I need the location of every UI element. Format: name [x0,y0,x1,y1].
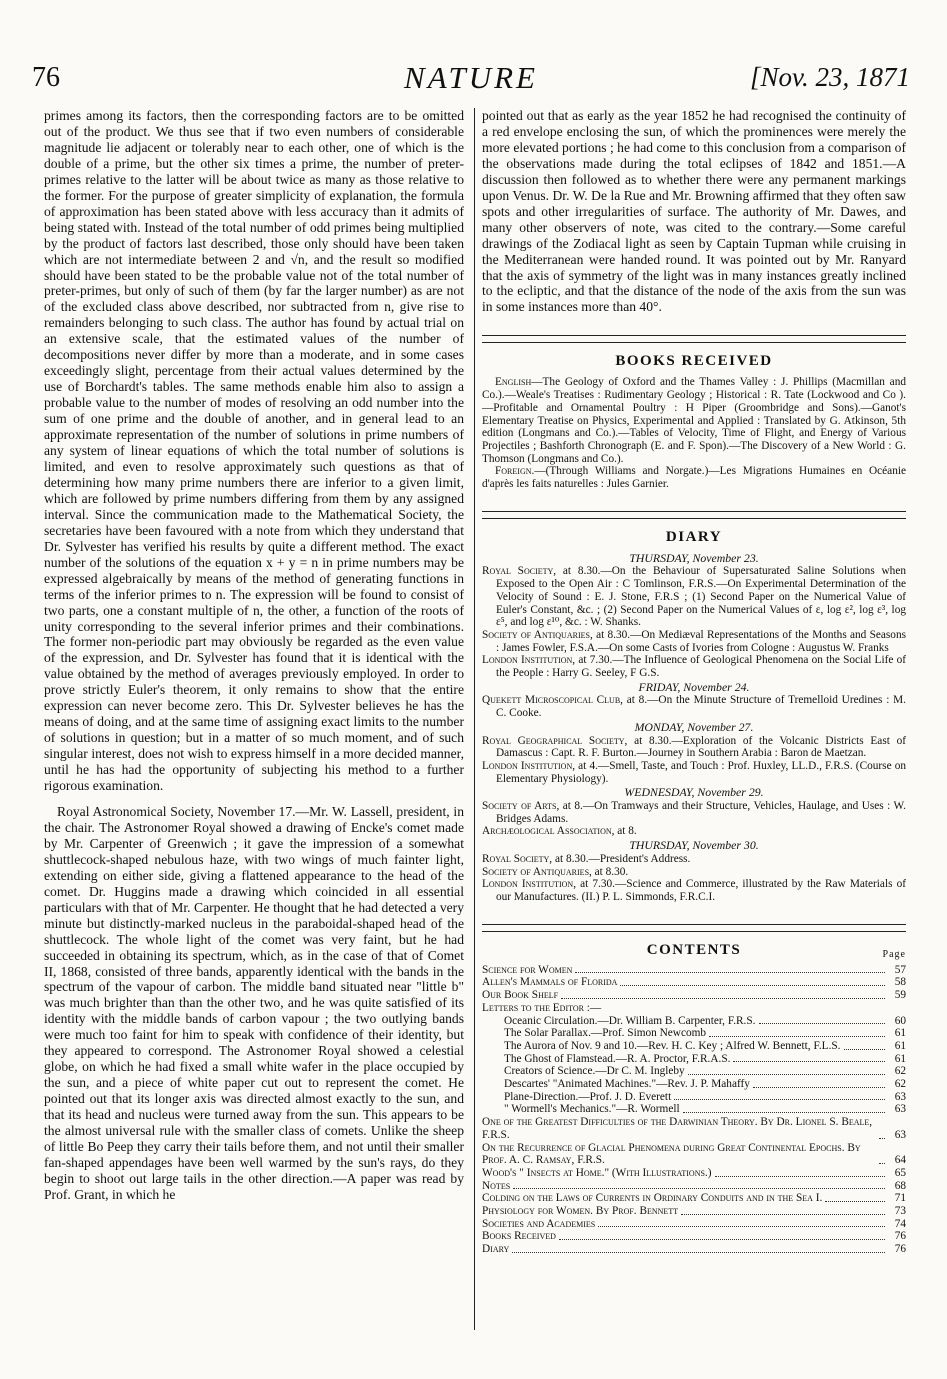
contents-leader-dots [879,1163,885,1164]
section-rule [482,335,906,343]
contents-item-label: Societies and Academies [482,1217,596,1230]
diary-entry-text: at 7.30.—Science and Commerce, illustrated by the Raw Materials of our Manufactures. (II.) P. L. Simmonds, F.R.C.I. [496,878,906,903]
issue-date: [Nov. 23, 1871 [750,62,910,92]
diary-entry-text: at 8. [614,825,637,838]
article-paragraph: Royal Astronomical Society, November 17.—Mr. W. Lassell, president, in the chair. The Astronomer Royal showed a drawing of Encke's comet made by Mr. Carpenter of Greenwich ; it gave the impression of a somewhat shuttlecock-shaped nebulous haze, with two wings of much fainter light, extending on either side, giving a flattened appearance to the head of the comet. Dr. Huggins made a drawing which coincided in all essential particulars with that of Mr. Carpenter. He thought that he had detected a very minute but distinctly-marked nucleus in the paraboidal-shaped head of the shuttlecock. The whole light of the comet was very faint, but he had succeeded in obtaining its spectrum, which, as in the case of that of Comet II, 1868, consisted of three bands, apparently identical with the bands in the spectrum of the vapour of carbon. The middle band situated near "little b" was much brighter than than the other two, and he was quite satisfied of its identity with the middle bands of carbon vapour ; the two outlying bands were much too faint for him to speak with confidence of their identity, but they appeared to correspond. The Astronomer Royal showed a celestial globe, on which he had fixed a small white wafer in the place occupied by the sun, and a piece of white paper cut out to represent the comet. He pointed out that its longer axis was directed almost exactly to the sun, and that its head and nucleus were turned away from the sun. This appears to be the almost universal rule with the smaller class of comets. Unlike the sheep of little Bo Peep they carry their tails before them, and not until their smaller fan-shaped appendages have been well warmed by the sun's rays, do they begin to shoot out large tails in the other direction.—A paper was read by Prof. Grant, in which he [44,803,464,1202]
contents-item-label: The Solar Parallax.—Prof. Simon Newcomb [504,1027,707,1040]
contents-item [482,1192,906,1205]
contents-item-page: 65 [894,1166,906,1179]
contents-leader-dots [879,1138,885,1139]
contents-item-page: 68 [894,1179,906,1192]
books-foreign-label: Foreign. [495,465,535,478]
diary-entry-text: at 8.30.—President's Address. [552,852,691,865]
section-rule [482,924,906,932]
contents-leader-dots [753,1087,885,1088]
diary-society: Society of Antiquaries, [482,628,593,641]
diary-entry-text: at 8.—On the Minute Structure of Tremelloid Uredines : M. C. Cooke. [496,694,906,720]
diary-society: London Institution, [482,759,576,772]
books-english-label: English [495,376,532,389]
contents-item-label: The Ghost of Flamstead.—R. A. Proctor, F.R.A.S. [504,1052,731,1065]
diary-entry [482,760,906,785]
diary-entry [482,853,906,866]
contents-item-page: 76 [894,1230,906,1243]
contents-leader-dots [674,1099,885,1100]
contents-item [482,1027,906,1040]
contents-leader-dots [825,1201,885,1202]
contents-item-page: 62 [894,1065,906,1078]
contents-item-label: Descartes' "Animated Machines."—Rev. J. P. Mahaffy [504,1078,750,1091]
contents-item [482,989,906,1002]
diary-society: Society of Arts, [482,800,560,813]
contents-item-page: 61 [894,1052,906,1065]
diary-entry [482,694,906,719]
diary-list [482,552,906,904]
column-divider [474,108,475,1330]
diary-day-heading: WEDNESDAY, November 29. [624,785,764,800]
contents-item [482,1205,906,1218]
contents-item [482,1103,906,1116]
contents-leader-dots [559,1239,885,1240]
diary-society: Society of Antiquaries, [482,865,592,878]
diary-entry-text: at 7.30.—The Influence of Geological Phenomena on the Social Life of the People : Harry G. Seeley, F G.S. [496,654,906,680]
diary-entry-text: at 8.30.—On the Behaviour of Supersaturated Saline Solutions when Exposed to the Open Air : C Tomlinson, F.R.S.—On Experimental Determination of the Velocity of Sound : E. J. Stone, F.R.S ; (1) Second Paper on the Numerical Value of Euler's Constant, &c. ; (2) Second Paper on the Numerical Values of ε, log ε², log ε³, log ε⁵, and log ε¹⁰, &c. : W. Shanks. [496,565,906,629]
diary-society: Archæological Association, [482,825,615,838]
diary-entry-text: at 8.30.—On Mediæval Representations of the Months and Seasons : James Fowler, F.S.A.—On some Casts of Ivories from Cologne : Augustus W. Franks [496,628,907,654]
contents-item-page: 74 [894,1217,906,1230]
page-header [32,58,910,102]
contents-item-page: 73 [894,1205,906,1218]
contents-leader-dots [733,1061,885,1062]
diary-entry-text: at 8.—On Tramways and their Structure, Vehicles, Haulage, and Uses : W. Bridges Adams. [496,800,906,825]
contents-item [482,1167,906,1180]
contents-item [482,1142,906,1167]
contents-item-label: Notes [482,1179,511,1192]
contents-item-page: 76 [894,1243,906,1256]
contents-item-page: 61 [894,1039,906,1052]
diary-entry [482,800,906,825]
diary-society: London Institution, [482,878,577,891]
contents-item-label: Wood's " Insects at Home." (With Illustrations.) [482,1166,712,1179]
contents-item-label: One of the Greatest Difficulties of the Darwinian Theory. By Dr. Lionel S. Beale, F.R.S. [482,1116,873,1141]
contents-item-label: Allen's Mammals of Florida [482,976,618,989]
diary-society: London Institution, [482,654,576,667]
books-english-text: —The Geology of Oxford and the Thames Valley : J. Phillips (Macmillan and Co.).—Weale's Treatises : Rudimentary Geology ; Historical : R. Tate (Lockwood and Co ).—Profitable and Ornamental Poultry : H Piper (Groombridge and Sons).—Ganot's Elementary Treatise on Physics, Experimental and Applied : Translated by G. Atkinson, 5th edition (Longmans and Co.).—Tables of Velocity, Time of Flight, and Energy of Various Projectiles ; Bashforth Chronograph (E. and F. Spon).—The Discovery of a New World : G. Thomson (Longmans and Co.). [482,376,906,465]
diary-society: Royal Society, [482,565,557,578]
diary-day-heading: THURSDAY, November 30. [629,838,759,853]
diary-entry [482,565,906,629]
contents-item-page: 60 [894,1014,906,1027]
journal-title: NATURE [404,60,538,95]
contents-item-label: On the Recurrence of Glacial Phenomena during Great Continental Epochs. By Prof. A. C. Ramsay, F.R.S. [482,1141,861,1167]
diary-entry [482,825,906,838]
diary-day-heading: FRIDAY, November 24. [638,679,750,694]
contents-leader-dots [575,972,885,973]
contents-item [482,1218,906,1231]
diary-entry-text: at 8.30.—Exploration of the Volcanic Districts East of Damascus : Capt. R. F. Burton.—Journey in Southern Arabia : Baron de Maetzan. [496,734,906,760]
contents-item [482,964,906,977]
diary-heading: DIARY [665,528,723,545]
contents-item-label: Plane-Direction.—Prof. J. D. Everett [504,1090,672,1103]
contents-item [482,1078,906,1091]
contents-item-page: 59 [894,989,906,1002]
contents-item-page: 64 [894,1154,906,1167]
contents-item [482,1002,906,1015]
contents-leader-dots [513,1188,885,1189]
article-paragraph: pointed out that as early as the year 1852 he had recognised the continuity of a red envelope enclosing the sun, of which the prominences were merely the more elevated portions ; he had come to this conclusion from a comparison of the observations made during the total eclipses of 1842 and 1851.—A discussion then followed as to whether there were any permanent markings upon Venus. Dr. W. De la Rue and Mr. Browning affirmed that they often saw spots and other irregularities of surface. The authority of Mr. Dawes, and many other observers of note, was cited to the contrary.—Some careful drawings of the Zodiacal light as seen by Captain Tupman while cruising in the Mediterranean were handed round. It was pointed out by Mr. Ranyard that the axis of symmetry of the light was in many instances greatly inclined to the ecliptic, and that the distance of the node of the axis from the sun was in some instances more than 40°. [482,108,906,315]
contents-item-label: Books Received [482,1230,556,1243]
contents-item [482,1243,906,1256]
left-column [44,108,464,1203]
diary-entry [482,629,906,654]
contents-leader-dots [620,985,885,986]
contents-leader-dots [844,1049,886,1050]
contents-item-label: Creators of Science.—Dr C. M. Ingleby [504,1065,685,1078]
contents-leader-dots [683,1112,885,1113]
contents-item-label: Diary [482,1243,510,1256]
contents-leader-dots [681,1214,885,1215]
contents-leader-dots [598,1226,885,1227]
contents-item-page: 63 [894,1090,906,1103]
contents-item [482,1065,906,1078]
contents-item-page: 63 [894,1103,906,1116]
contents-leader-dots [715,1176,885,1177]
contents-item-page: 58 [894,976,906,989]
contents-item-page: 57 [894,963,906,976]
contents-leader-dots [512,1252,885,1253]
diary-society: Quekett Microscopical Club, [482,694,623,707]
diary-entry [482,735,906,760]
contents-heading: CONTENTS [646,941,742,958]
contents-item [482,1180,906,1193]
contents-item-page: 63 [894,1128,906,1141]
article-paragraph: primes among its factors, then the corresponding factors are to be omitted out of the product. We thus see that if two even numbers of considerable magnitude lie adjacent or tolerably near to each other, one of which is the double of a prime, but the other six times a prime, the number of preter-primes relative to the latter will be about twice as many as those relative to the former. For the purpose of greater simplicity of explanation, the formula of approximation has been stated above with less accuracy than it admits of being stated with. Instead of the total number of odd primes being multiplied by the product of factors last described, those only should have been taken which are not intermediate between 2 and √n, and the result so modified should have been stated to be the probable value not of the total number of preter-primes, but only of such of them (by far the larger number) as are not of the excluded class above described, nor subtracted from n, give rise to remainders belonging to such class. The author has found by actual trial on an extensive scale, that the estimated values of the number of decompositions never differ by more than a moderate, and in some cases exceedingly slight, percentage from their actual values determined by the use of Borchardt's tables. The same methods enable him also to assign a probable value to the number of modes of resolving an odd number into the sum of one prime and the double of another, and in general lead to an approximate representation of the number of solutions in prime numbers of any system of linear equations of which the total number of solutions is limited, and even to resolve approximately such questions as that of determining how many prime numbers there are inferior to a given limit, which are followed by prime numbers differing from them by any assigned interval. Since the communication made to the Mathematical Society, the secretaries have been favoured with a note from which they understand that Dr. Sylvester has verified his results by quite a different method. The exact number of the solutions of the equation x + y = n in prime numbers may be expressed algebraically by means of the method of generating functions in terms of the inferior primes to n. The expression will be found to consist of two parts, one a constant multiple of n, the other, a function of the roots of unity corresponding to the several inferior primes and their combinations. The former non-periodic part may obviously be regarded as the even value of the expression, and Dr. Sylvester has found that it is identical with the value obtained by the method of averages previously employed. In order to prove strictly Euler's theorem, it only remains to show that the entire expression can never become zero. This Dr. Sylvester believes he has the means of doing, and at the same time of assigning exact limits to the number of solutions in question; but in a matter of so much moment, and of such singular interest, does not wish to express himself in a more decided manner, until he has had the opportunity of subjecting his method to a further rigorous examination. [44,108,464,794]
contents-item-page: 62 [894,1078,906,1091]
contents-leader-dots [688,1074,885,1075]
diary-society: Royal Geographical Society, [482,734,628,747]
diary-day-heading: THURSDAY, November 23. [629,550,759,565]
diary-society: Royal Society, [482,852,553,865]
contents-item-page: 71 [894,1192,906,1205]
books-foreign-text: —(Through Williams and Norgate.)—Les Migrations Humaines en Océanie d'après les faits naturelles : Jules Garnier. [482,465,906,491]
books-received-list [482,376,906,490]
contents-page-label: Page [882,948,906,960]
contents-item [482,1040,906,1053]
books-received-heading: BOOKS RECEIVED [615,353,773,370]
contents-item-label: Oceanic Circulation.—Dr. William B. Carpenter, F.R.S. [504,1014,756,1027]
diary-entry [482,878,906,903]
diary-day-heading: MONDAY, November 27. [634,719,754,734]
contents-item-label: Physiology for Women. By Prof. Bennett [482,1205,679,1218]
contents-item [482,976,906,989]
section-rule [482,511,906,519]
right-column [482,108,906,1256]
contents-item [482,1230,906,1243]
diary-entry [482,654,906,679]
diary-entry [482,866,906,879]
diary-entry-text: at 8.30. [591,865,629,878]
contents-item [482,1116,906,1141]
contents-item-page: 61 [894,1027,906,1040]
contents-item [482,1015,906,1028]
contents-leader-dots [759,1023,886,1024]
contents-item [482,1091,906,1104]
contents-item-label: Colding on the Laws of Currents in Ordinary Conduits and in the Sea I. [482,1192,823,1205]
contents-item-label: " Wormell's Mechanics."—R. Wormell [504,1103,680,1116]
diary-entry-text: at 4.—Smell, Taste, and Touch : Prof. Huxley, LL.D., F.R.S. (Course on Elementary Physiology). [496,759,906,785]
contents-leader-dots [561,998,885,999]
contents-item-label: Our Book Shelf [482,989,559,1002]
contents-item-label: The Aurora of Nov. 9 and 10.—Rev. H. C. Key ; Alfred W. Bennett, F.L.S. [504,1039,841,1052]
contents-item [482,1053,906,1066]
page-number: 76 [32,62,60,93]
contents-leader-dots [709,1036,885,1037]
contents-item-label: Letters to the Editor :— [482,1001,602,1014]
contents-item-label: Science for Women [482,963,573,976]
contents-list [482,964,906,1256]
